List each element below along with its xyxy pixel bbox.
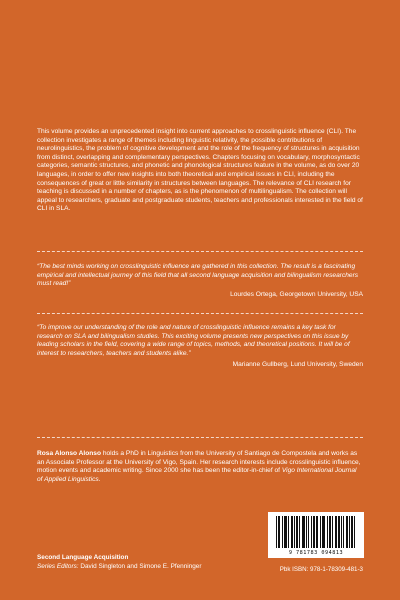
book-description: This volume provides an unprecedented insight into current approaches to crosslinguistic influence (CLI). The collection investigates a range of themes including linguistic relativity, the possible contributions of neurolinguistics, the problem of cognitive development and the role of the frequency of structures in acquisition from distinct, overlapping and complementary perspectives. Chapters focusing on vocabulary, morphosyntactic categories, semantic structures, and phonetic and phonological structures feature in the volume, as do over 20 languages, in order to offer new insights into both theoretical and empirical issues in CLI, including the consequences of great or little similarity in structures between languages. The relevance of CLI research for teaching is discussed in a number of chapters, as is the phenomenon of multilingualism. The collection will appeal to researchers, graduate and postgraduate students, teachers and professionals interested in the field of CLI in SLA. (37, 128, 363, 213)
barcode-bar (341, 516, 342, 548)
barcode-bar (313, 516, 314, 548)
barcode-bar (352, 516, 353, 548)
barcode-bar (349, 516, 350, 548)
barcode-bar (314, 516, 315, 548)
barcode-bar (306, 516, 307, 548)
barcode-bar (291, 516, 292, 548)
barcode-bar (311, 516, 312, 548)
barcode-bar (304, 516, 305, 548)
endorsement-attribution-1: Lourdes Ortega, Georgetown University, USA (230, 291, 363, 298)
author-bio-text: holds a PhD in Linguistics from the University of Santiago de Compostela and works as an Associate Professor at the University of Vigo, Spain. Her research interests include crosslinguistic influence, motion events and academic writing. Since 2000 she has been the editor-in-chief of (37, 450, 361, 475)
series-editors (37, 562, 201, 571)
series-editors-names: David Singleton and Simone E. Pfenninger (78, 563, 202, 570)
barcode-bar (339, 516, 340, 548)
author-name: Rosa Alonso Alonso (37, 450, 101, 457)
barcode-bar (322, 516, 323, 548)
barcode-bar (354, 516, 355, 548)
endorsement-quote-1: “The best minds working on crosslinguistic influence are gathered in this collection. The result is a fascinating empirical and intellectual journey of this field that all second language acquisition and bilingualism researchers must read!” (37, 263, 359, 288)
barcode-bar (346, 516, 347, 548)
barcode-bar (296, 516, 297, 548)
barcode-bar (347, 516, 348, 548)
barcode-bar (292, 516, 293, 548)
barcode-bar (330, 516, 331, 548)
barcode-bar (279, 516, 280, 548)
series-editors-label: Series Editors: (37, 563, 79, 570)
barcode-bar (327, 516, 328, 548)
barcode-bar (278, 516, 279, 548)
series-title: Second Language Acquisition (37, 554, 129, 561)
author-bio-end: . (98, 475, 101, 483)
barcode-bar (320, 516, 321, 548)
barcode-bar (284, 516, 285, 548)
divider (37, 313, 363, 314)
endorsement-quote-2: “To improve our understanding of the role and nature of crosslinguistic influence remains a key task for research on SLA and bilingualism studies. This exciting volume presents new perspectives on this issue by leading scholars in the field, covering a wide range of topics, methods, and theoretical positions. It will be of interest to researchers, teachers and students alike.” (37, 324, 350, 357)
barcode-digits: 9 781783 094813 (288, 550, 344, 556)
barcode-bar (285, 516, 286, 548)
barcode-bar (286, 516, 287, 548)
barcode-bar (297, 516, 298, 548)
barcode-bar (329, 516, 330, 548)
barcode-bar (336, 516, 337, 548)
barcode-bar (323, 516, 324, 548)
barcode-bar (282, 516, 283, 548)
barcode-bar (303, 516, 304, 548)
series-info (37, 553, 201, 571)
barcode-bars (276, 516, 356, 550)
isbn-label: Pbk ISBN: 978-1-78309-481-3 (279, 566, 363, 573)
barcode-bar (302, 516, 303, 548)
barcode-bar (324, 516, 325, 548)
barcode-bar (294, 516, 295, 548)
barcode-bar (332, 516, 333, 548)
barcode-bar (317, 516, 318, 548)
barcode-bar (299, 516, 300, 548)
divider (37, 251, 363, 252)
barcode-bar (276, 516, 277, 548)
author-bio (37, 450, 363, 484)
endorsement-attribution-2: Marianne Gullberg, Lund University, Sweden (232, 361, 363, 368)
barcode-bar (308, 516, 309, 548)
barcode (268, 512, 364, 558)
divider (37, 437, 363, 438)
journal-title: Vigo International Journal of Applied Linguistics (37, 467, 357, 483)
barcode-bar (316, 516, 317, 548)
barcode-bar (343, 516, 344, 548)
barcode-bar (288, 516, 289, 548)
barcode-bar (338, 516, 339, 548)
barcode-bar (351, 516, 352, 548)
barcode-bar (335, 516, 336, 548)
